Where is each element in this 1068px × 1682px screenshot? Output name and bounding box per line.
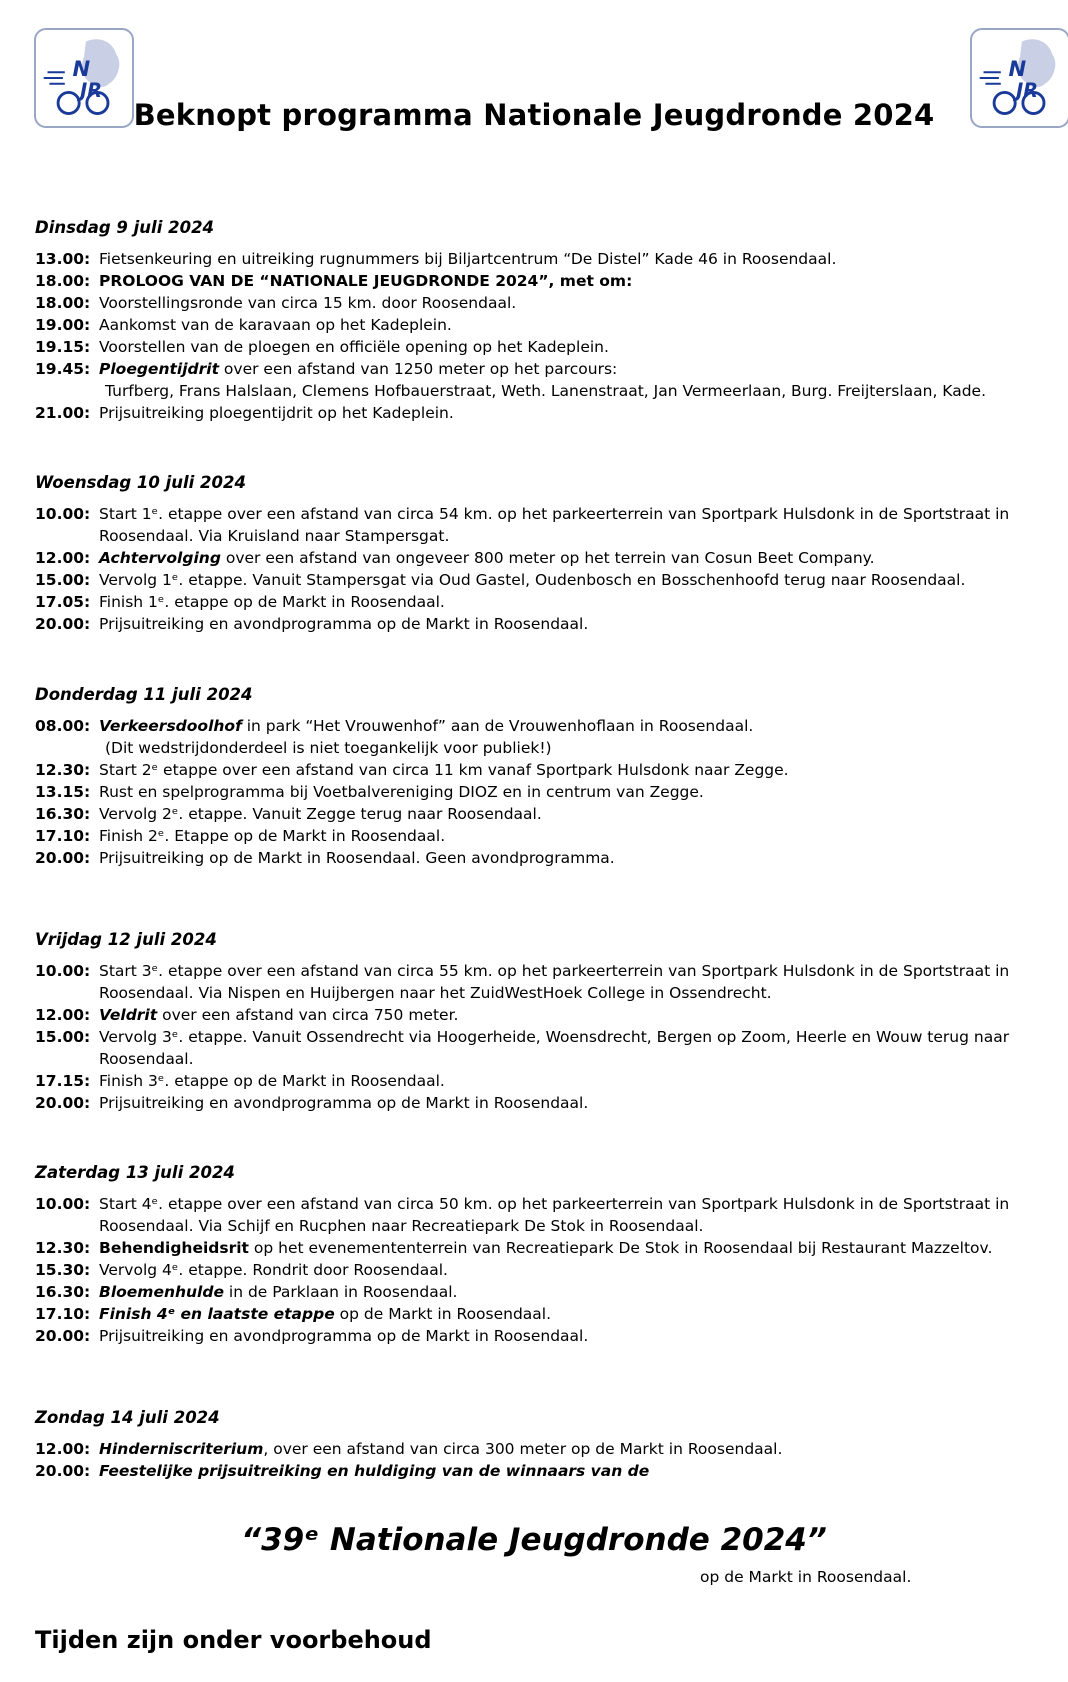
day-heading: Dinsdag 9 juli 2024 xyxy=(35,218,215,237)
schedule-text: Rust en spelprogramma bij Voetbalvereniging DIOZ en in centrum van Zegge. xyxy=(99,783,704,801)
schedule-row xyxy=(35,336,1035,358)
schedule-text: Vervolg 4ᵉ. etappe. Rondrit door Roosendaal. xyxy=(99,1261,448,1279)
schedule-time: 12.00: xyxy=(35,1440,91,1458)
schedule-description xyxy=(99,1026,1035,1070)
svg-text:N: N xyxy=(1008,56,1027,82)
schedule-row xyxy=(35,248,1035,270)
schedule-row xyxy=(35,1092,1035,1114)
schedule-time: 20.00: xyxy=(35,1327,91,1345)
schedule-description xyxy=(99,847,1035,869)
schedule-time: 12.00: xyxy=(35,549,91,567)
schedule-text: Prijsuitreiking op de Markt in Roosendaal. Geen avondprogramma. xyxy=(99,849,615,867)
schedule-text: Start 2ᵉ etappe over een afstand van circa 11 km vanaf Sportpark Hulsdonk naar Zegge. xyxy=(99,761,789,779)
schedule-row xyxy=(35,1438,1035,1460)
day-section xyxy=(35,685,1035,869)
schedule-row xyxy=(35,613,1035,635)
schedule-description xyxy=(99,1070,1035,1092)
schedule-row xyxy=(35,503,1035,547)
schedule-time: 12.30: xyxy=(35,761,91,779)
schedule-time: 15.00: xyxy=(35,571,91,589)
schedule-text: Aankomst van de karavaan op het Kadeplein. xyxy=(99,316,452,334)
schedule-description xyxy=(99,547,1035,569)
schedule-row xyxy=(35,292,1035,314)
schedule-time: 20.00: xyxy=(35,615,91,633)
schedule-description xyxy=(99,1193,1035,1237)
schedule-time: 12.30: xyxy=(35,1239,91,1257)
day-section xyxy=(35,930,1035,1114)
schedule-text: Start 3ᵉ. etappe over een afstand van circa 55 km. op het parkeerterrein van Sportpark Hulsdonk in de Sportstraat in xyxy=(99,962,1010,980)
schedule-text-continued: Roosendaal. Via Nispen en Huijbergen naar het ZuidWestHoek College in Ossendrecht. xyxy=(99,984,772,1002)
schedule-text-continued: Turfberg, Frans Halslaan, Clemens Hofbauerstraat, Weth. Lanenstraat, Jan Vermeerlaan, Burg. Freijterslaan, Kade. xyxy=(105,382,986,400)
schedule-row xyxy=(35,547,1035,569)
schedule-description xyxy=(99,402,1035,424)
svg-text:N: N xyxy=(72,56,91,82)
schedule-row xyxy=(35,1460,1035,1482)
footer-note: Tijden zijn onder voorbehoud xyxy=(35,1626,432,1654)
schedule-description xyxy=(99,569,1035,591)
schedule-text: Prijsuitreiking en avondprogramma op de Markt in Roosendaal. xyxy=(99,615,589,633)
schedule-row xyxy=(35,1259,1035,1281)
schedule-text: Vervolg 3ᵉ. etappe. Vanuit Ossendrecht via Hoogerheide, Woensdrecht, Bergen op Zoom, Heerle en Wouw terug naar xyxy=(99,1028,1010,1046)
schedule-text: in park “Het Vrouwenhof” aan de Vrouwenhoflaan in Roosendaal. xyxy=(241,717,754,735)
schedule-text: Finish 1ᵉ. etappe op de Markt in Roosendaal. xyxy=(99,593,445,611)
schedule-time: 18.00: xyxy=(35,272,91,290)
schedule-description xyxy=(99,759,1035,781)
schedule-time: 10.00: xyxy=(35,1195,91,1213)
schedule-description xyxy=(99,1460,1035,1482)
schedule-description xyxy=(99,1325,1035,1347)
event-name: Bloemenhulde xyxy=(99,1283,224,1301)
event-name: Verkeersdoolhof xyxy=(99,717,242,735)
schedule-time: 17.10: xyxy=(35,1305,91,1323)
schedule-row xyxy=(35,1281,1035,1303)
event-name: Hinderniscriterium xyxy=(99,1440,264,1458)
schedule-time: 17.10: xyxy=(35,827,91,845)
schedule-text-continued: (Dit wedstrijdonderdeel is niet toegankelijk voor publiek!) xyxy=(105,739,552,757)
schedule-text-continued: Roosendaal. Via Kruisland naar Stampersgat. xyxy=(99,527,450,545)
schedule-description xyxy=(99,1004,1035,1026)
schedule-text: Voorstellingsronde van circa 15 km. door Roosendaal. xyxy=(99,294,517,312)
schedule-description xyxy=(99,358,1035,402)
schedule-description xyxy=(99,960,1035,1004)
schedule-description xyxy=(99,1237,1035,1259)
schedule-time: 10.00: xyxy=(35,505,91,523)
schedule-time: 15.30: xyxy=(35,1261,91,1279)
schedule-row xyxy=(35,759,1035,781)
schedule-time: 21.00: xyxy=(35,404,91,422)
schedule-row xyxy=(35,960,1035,1004)
schedule-time: 20.00: xyxy=(35,1094,91,1112)
schedule-description xyxy=(99,1281,1035,1303)
page-title: Beknopt programma Nationale Jeugdronde 2024 xyxy=(133,98,935,132)
schedule-row xyxy=(35,715,1035,759)
event-name: Veldrit xyxy=(99,1006,158,1024)
schedule-time: 18.00: xyxy=(35,294,91,312)
day-heading: Woensdag 10 juli 2024 xyxy=(35,473,246,492)
schedule-description xyxy=(99,781,1035,803)
schedule-text: Finish 3ᵉ. etappe op de Markt in Roosendaal. xyxy=(99,1072,445,1090)
schedule-description xyxy=(99,292,1035,314)
schedule-text: Prijsuitreiking en avondprogramma op de Markt in Roosendaal. xyxy=(99,1094,589,1112)
schedule-description xyxy=(99,1092,1035,1114)
schedule-text: Fietsenkeuring en uitreiking rugnummers bij Biljartcentrum “De Distel” Kade 46 in Roosendaal. xyxy=(99,250,837,268)
day-heading: Donderdag 11 juli 2024 xyxy=(35,685,253,704)
schedule-text: in de Parklaan in Roosendaal. xyxy=(223,1283,458,1301)
event-name: Feestelijke prijsuitreiking en huldiging van de winnaars van de xyxy=(99,1462,650,1480)
schedule-time: 12.00: xyxy=(35,1006,91,1024)
schedule-description xyxy=(99,803,1035,825)
day-heading: Vrijdag 12 juli 2024 xyxy=(35,930,217,949)
event-name: Ploegentijdrit xyxy=(99,360,219,378)
schedule-row xyxy=(35,569,1035,591)
schedule-text: Vervolg 2ᵉ. etappe. Vanuit Zegge terug naar Roosendaal. xyxy=(99,805,542,823)
schedule-row xyxy=(35,358,1035,402)
schedule-time: 20.00: xyxy=(35,1462,91,1480)
schedule-row xyxy=(35,781,1035,803)
schedule-text: Start 4ᵉ. etappe over een afstand van circa 50 km. op het parkeerterrein van Sportpark Hulsdonk in de Sportstraat in xyxy=(99,1195,1010,1213)
schedule-text: Finish 2ᵉ. Etappe op de Markt in Roosendaal. xyxy=(99,827,446,845)
event-name: Finish 4ᵉ en laatste etappe xyxy=(99,1305,335,1323)
schedule-text: Start 1ᵉ. etappe over een afstand van circa 54 km. op het parkeerterrein van Sportpark Hulsdonk in de Sportstraat in xyxy=(99,505,1010,523)
day-section xyxy=(35,1408,1035,1482)
schedule-description xyxy=(99,248,1035,270)
svg-text:JR: JR xyxy=(80,79,103,103)
schedule-description xyxy=(99,503,1035,547)
schedule-row xyxy=(35,1237,1035,1259)
schedule-time: 08.00: xyxy=(35,717,91,735)
schedule-text: Prijsuitreiking en avondprogramma op de Markt in Roosendaal. xyxy=(99,1327,589,1345)
schedule-text: Prijsuitreiking ploegentijdrit op het Kadeplein. xyxy=(99,404,454,422)
schedule-time: 10.00: xyxy=(35,962,91,980)
schedule-text: Voorstellen van de ploegen en officiële opening op het Kadeplein. xyxy=(99,338,609,356)
schedule-description xyxy=(99,825,1035,847)
schedule-description xyxy=(99,314,1035,336)
schedule-description xyxy=(99,1259,1035,1281)
schedule-time: 20.00: xyxy=(35,849,91,867)
schedule-row xyxy=(35,1070,1035,1092)
schedule-row xyxy=(35,1303,1035,1325)
schedule-text: over een afstand van circa 750 meter. xyxy=(157,1006,459,1024)
schedule-row xyxy=(35,270,1035,292)
schedule-text: op de Markt in Roosendaal. xyxy=(334,1305,552,1323)
schedule-text: PROLOOG VAN DE “NATIONALE JEUGDRONDE 2024”, met om: xyxy=(99,272,633,290)
schedule-text: op het evenemententerrein van Recreatiepark De Stok in Roosendaal bij Restaurant Mazzeltov. xyxy=(248,1239,993,1257)
schedule-row xyxy=(35,1026,1035,1070)
schedule-row xyxy=(35,591,1035,613)
schedule-text: , over een afstand van circa 300 meter op de Markt in Roosendaal. xyxy=(263,1440,783,1458)
event-name: Achtervolging xyxy=(99,549,221,567)
schedule-time: 16.30: xyxy=(35,805,91,823)
finale-title: “39ᵉ Nationale Jeugdronde 2024” xyxy=(241,1522,827,1558)
day-section xyxy=(35,218,1035,424)
schedule-row xyxy=(35,1193,1035,1237)
schedule-row xyxy=(35,803,1035,825)
schedule-time: 17.05: xyxy=(35,593,91,611)
schedule-description xyxy=(99,1303,1035,1325)
svg-text:JR: JR xyxy=(1016,79,1039,103)
schedule-row xyxy=(35,825,1035,847)
schedule-time: 13.00: xyxy=(35,250,91,268)
schedule-row xyxy=(35,847,1035,869)
schedule-text-continued: Roosendaal. Via Schijf en Rucphen naar Recreatiepark De Stok in Roosendaal. xyxy=(99,1217,704,1235)
finale-subtitle: op de Markt in Roosendaal. xyxy=(700,1568,912,1586)
day-heading: Zaterdag 13 juli 2024 xyxy=(35,1163,235,1182)
schedule-description xyxy=(99,270,1035,292)
schedule-row xyxy=(35,1325,1035,1347)
schedule-description xyxy=(99,715,1035,759)
schedule-time: 19.00: xyxy=(35,316,91,334)
schedule-text: Vervolg 1ᵉ. etappe. Vanuit Stampersgat via Oud Gastel, Oudenbosch en Bosschenhoofd terug naar Roosendaal. xyxy=(99,571,966,589)
schedule-time: 17.15: xyxy=(35,1072,91,1090)
day-section xyxy=(35,473,1035,635)
schedule-description xyxy=(99,613,1035,635)
schedule-text: over een afstand van 1250 meter op het parcours: xyxy=(218,360,618,378)
schedule-row xyxy=(35,314,1035,336)
schedule-description xyxy=(99,336,1035,358)
schedule-description xyxy=(99,1438,1035,1460)
event-name: Behendigheidsrit xyxy=(99,1239,249,1257)
schedule-time: 19.15: xyxy=(35,338,91,356)
schedule-text-continued: Roosendaal. xyxy=(99,1050,194,1068)
schedule-time: 16.30: xyxy=(35,1283,91,1301)
day-heading: Zondag 14 juli 2024 xyxy=(35,1408,220,1427)
schedule-time: 19.45: xyxy=(35,360,91,378)
schedule-row xyxy=(35,402,1035,424)
schedule-description xyxy=(99,591,1035,613)
day-section xyxy=(35,1163,1035,1347)
schedule-time: 13.15: xyxy=(35,783,91,801)
schedule-row xyxy=(35,1004,1035,1026)
schedule-time: 15.00: xyxy=(35,1028,91,1046)
schedule-text: over een afstand van ongeveer 800 meter op het terrein van Cosun Beet Company. xyxy=(220,549,875,567)
